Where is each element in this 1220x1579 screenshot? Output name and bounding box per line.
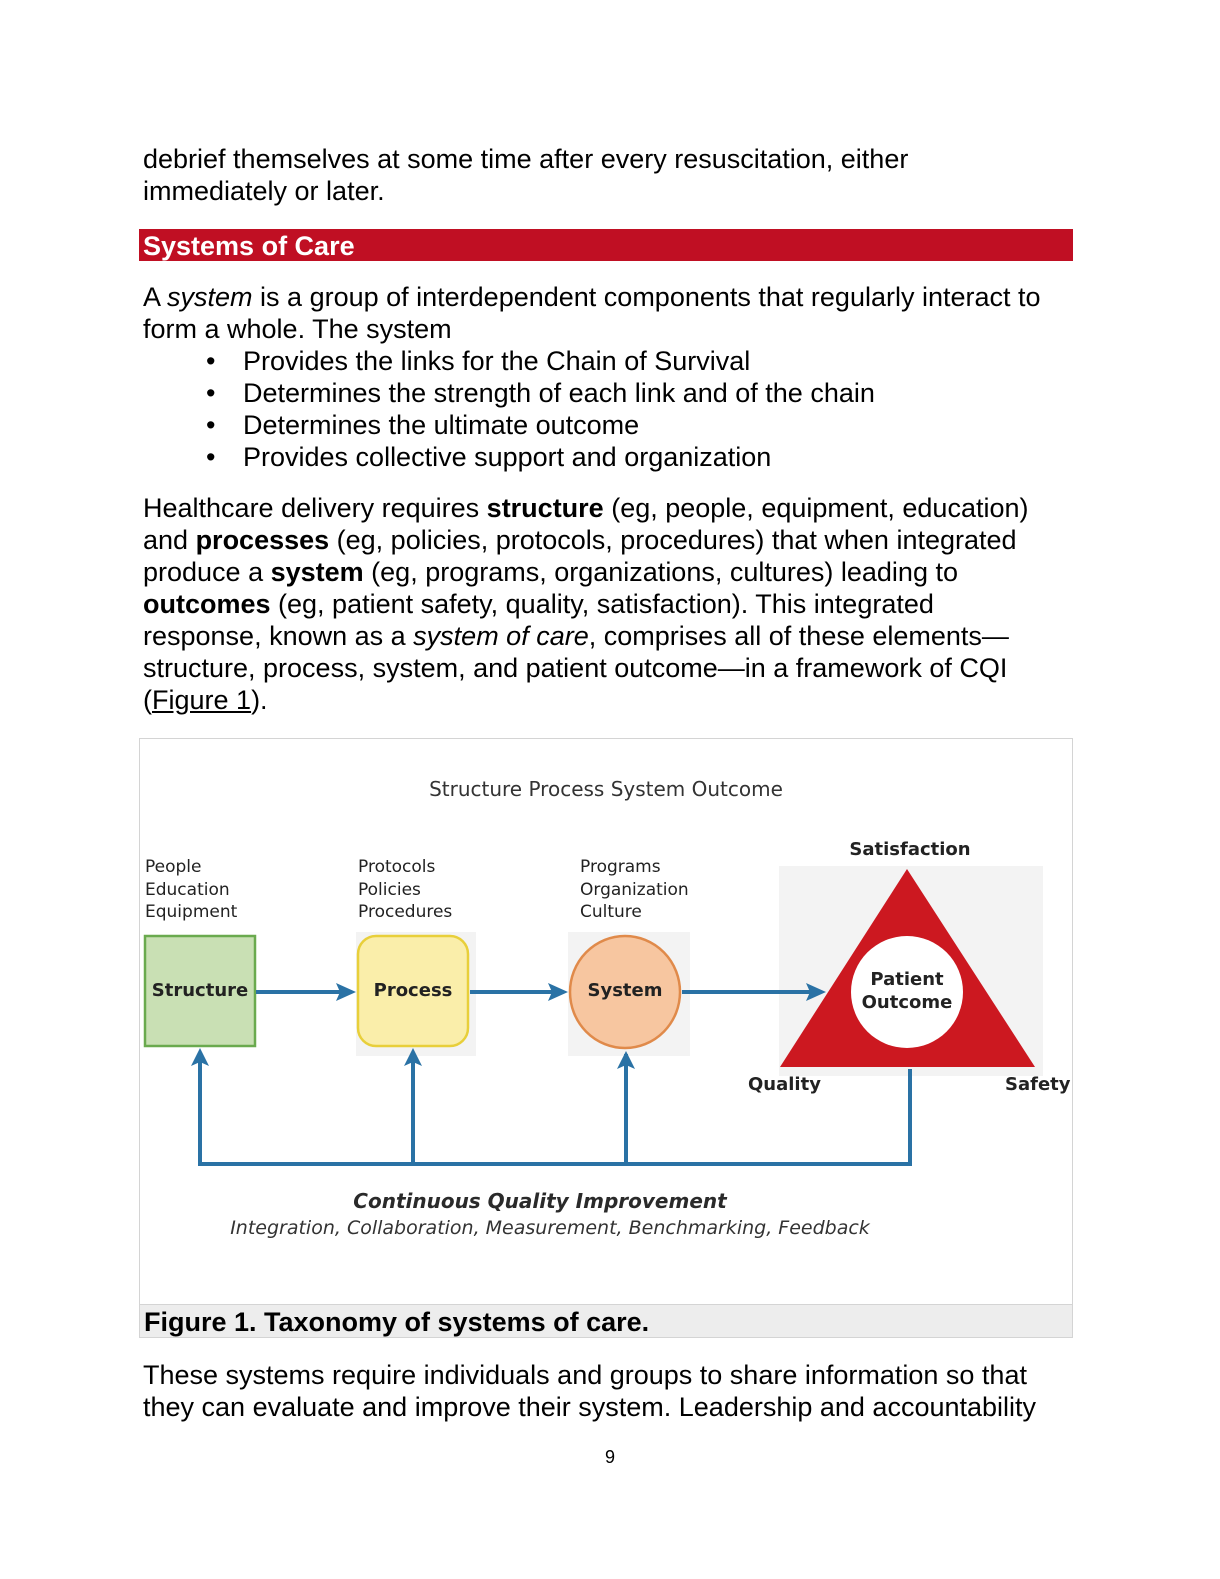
text-run: ). <box>251 685 268 715</box>
outcome-line-2: Outcome <box>861 992 953 1013</box>
section-heading: Systems of Care <box>139 229 1073 261</box>
bullet-icon: • <box>206 346 216 376</box>
closing-line-2: they can evaluate and improve their system. Leadership and accountability <box>143 1392 1037 1422</box>
arrowheads <box>191 983 826 1069</box>
process-items <box>358 856 452 924</box>
system-node-label: System <box>587 980 663 1001</box>
bullet-text: Provides collective support and organization <box>243 442 772 472</box>
item-label: Organization <box>580 879 689 900</box>
intro-line-1: debrief themselves at some time after every resuscitation, either <box>143 144 909 174</box>
definition-paragraph <box>143 281 1073 345</box>
bold-term-outcomes: outcomes <box>143 589 271 619</box>
bullet-text: Determines the ultimate outcome <box>243 410 640 440</box>
text-run: (eg, policies, protocols, procedures) that when integrated produce a <box>143 525 1017 587</box>
italic-term-system-of-care: system of care <box>413 621 589 651</box>
bullet-text: Determines the strength of each link and of the chain <box>243 378 875 408</box>
figure-1 <box>139 738 1073 1338</box>
bullet-item <box>143 441 875 473</box>
intro-line-2: immediately or later. <box>143 176 385 206</box>
text-run: (eg, patient safety, quality, satisfaction). This integrated response, known as a <box>143 589 934 651</box>
definition-term: system <box>167 282 253 312</box>
intro-paragraph <box>143 143 1083 207</box>
figure-caption: Figure 1. Taxonomy of systems of care. <box>140 1304 1072 1337</box>
safety-label: Safety <box>1005 1074 1071 1095</box>
bold-term-system: system <box>270 557 364 587</box>
text-run: (eg, programs, organizations, cultures) leading to <box>363 557 958 587</box>
cqi-subtitle: Integration, Collaboration, Measurement, Benchmarking, Feedback <box>230 1217 870 1239</box>
diagram-title: Structure Process System Outcome <box>429 777 783 801</box>
closing-line-1: These systems require individuals and groups to share information so that <box>143 1360 1027 1390</box>
patient-outcome-label <box>837 968 977 1014</box>
item-label: People <box>145 857 202 877</box>
item-label: Education <box>145 879 230 900</box>
item-label: Procedures <box>358 902 453 922</box>
definition-text: is a group of interdependent components that regularly interact to form a whole. The system <box>143 282 1041 344</box>
cqi-title: Continuous Quality Improvement <box>353 1189 727 1213</box>
text-run: Healthcare delivery requires <box>143 493 487 523</box>
process-node-label: Process <box>373 980 453 1001</box>
system-bullet-list <box>143 345 875 473</box>
bullet-item <box>143 409 875 441</box>
bullet-item <box>143 345 875 377</box>
item-label: Equipment <box>145 902 238 922</box>
definition-prefix: A <box>143 282 168 312</box>
figure-1-link[interactable]: Figure 1 <box>152 685 252 715</box>
bullet-icon: • <box>206 442 216 472</box>
page-number: 9 <box>604 1447 615 1467</box>
healthcare-paragraph <box>143 492 1058 716</box>
item-label: Policies <box>358 879 421 900</box>
structure-node-label: Structure <box>151 980 249 1001</box>
item-label: Culture <box>580 902 642 922</box>
satisfaction-label: Satisfaction <box>849 839 971 860</box>
system-items <box>580 856 689 924</box>
structure-items <box>145 856 237 924</box>
item-label: Programs <box>580 857 661 877</box>
bullet-icon: • <box>206 378 216 408</box>
bullet-icon: • <box>206 410 216 440</box>
bold-term-processes: processes <box>195 525 330 555</box>
closing-paragraph <box>143 1359 1073 1423</box>
item-label: Protocols <box>358 857 436 877</box>
text-run: (eg, people, equipment, education) and <box>143 493 1029 555</box>
bullet-text: Provides the links for the Chain of Survival <box>243 346 751 376</box>
bold-term-structure: structure <box>486 493 604 523</box>
bullet-item <box>143 377 875 409</box>
quality-label: Quality <box>748 1074 821 1095</box>
outcome-line-1: Patient <box>870 969 944 990</box>
text-run: , comprises all of these elements—structure, process, system, and patient outcome—in a framework of CQI ( <box>143 621 1009 715</box>
